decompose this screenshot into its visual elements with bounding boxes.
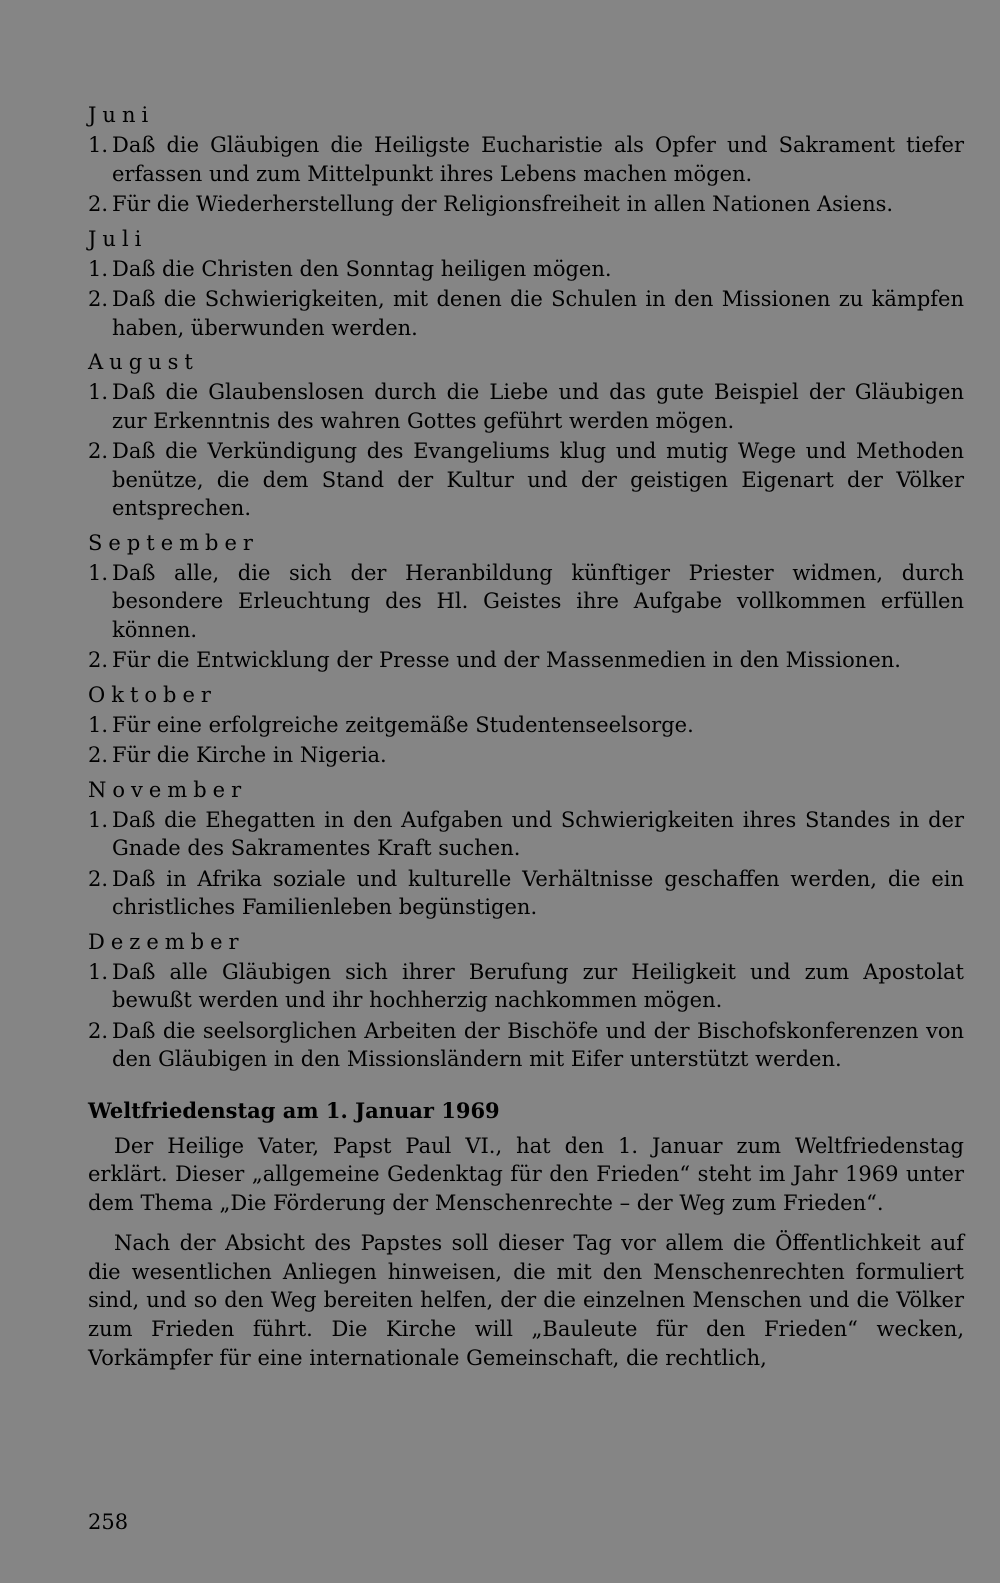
month-heading-august: August bbox=[88, 350, 199, 374]
body-paragraph: Nach der Absicht des Papstes soll dieser Tag vor allem die Öffentlichkeit auf die wesentlichen Anliegen hinweisen, die mit den Menschenrechten formuliert sind, und so den Weg bereiten helfen, der die einzelnen Menschen und die Völker zum Frieden führt. Die Kirche will „Bauleute für den Frieden“ wecken, Vorkämpfer für eine internationale Gemeinschaft, die rechtlich, bbox=[88, 1231, 964, 1370]
item-text: Daß die Glaubenslosen durch die Liebe und das gute Beispiel der Gläubigen zur Erkenntnis des wahren Gottes geführt werden mögen. bbox=[112, 380, 964, 433]
list-item bbox=[88, 255, 964, 284]
item-number: 1. bbox=[88, 560, 109, 585]
list-item bbox=[88, 285, 964, 342]
item-text: Daß die Ehegatten in den Aufgaben und Schwierigkeiten ihres Standes in der Gnade des Sakramentes Kraft suchen. bbox=[112, 807, 964, 860]
item-number: 2. bbox=[88, 287, 109, 311]
item-number: 2. bbox=[88, 743, 109, 767]
item-number: 2. bbox=[88, 648, 109, 672]
item-text: Daß die Gläubigen die Heiligste Eucharistie als Opfer und Sakrament tiefer erfassen und zum Mittelpunkt ihres Lebens machen mögen. bbox=[112, 133, 964, 186]
item-number: 1. bbox=[88, 380, 109, 404]
list-item bbox=[88, 741, 964, 770]
list-item bbox=[88, 711, 964, 740]
item-number: 1. bbox=[88, 133, 109, 157]
list-item bbox=[88, 865, 964, 922]
item-number: 1. bbox=[88, 807, 109, 832]
section-heading: Weltfriedenstag am 1. Januar 1969 bbox=[88, 1097, 500, 1123]
page-content bbox=[88, 100, 964, 1384]
body-paragraph: Der Heilige Vater, Papst Paul VI., hat den 1. Januar zum Weltfriedenstag erklärt. Dieser „allgemeine Gedenktag für den Frieden“ steht im Jahr 1969 unter dem Thema „Die Förderung der Menschenrechte – der Weg zum Frieden“. bbox=[88, 1133, 964, 1215]
list-item bbox=[88, 646, 964, 675]
list-item bbox=[88, 437, 964, 523]
month-heading-september: September bbox=[88, 530, 259, 555]
item-text: Daß alle, die sich der Heranbildung künftiger Priester widmen, durch besondere Erleuchtung des Hl. Geistes ihre Aufgabe vollkommen erfüllen können. bbox=[112, 560, 964, 642]
month-heading-oktober: Oktober bbox=[88, 682, 217, 707]
item-number: 1. bbox=[88, 256, 109, 281]
item-text: Daß die seelsorglichen Arbeiten der Bischöfe und der Bischofskonferenzen von den Gläubigen in den Missionsländern mit Eifer unterstützt werden. bbox=[112, 1018, 964, 1071]
list-item bbox=[88, 190, 964, 219]
month-heading-november: November bbox=[88, 777, 248, 802]
item-text: Daß die Verkündigung des Evangeliums klug und mutig Wege und Methoden benütze, die dem Stand der Kultur und der geistigen Eigenart der Völker entsprechen. bbox=[112, 439, 964, 520]
item-text: Für die Kirche in Nigeria. bbox=[112, 743, 387, 767]
list-item bbox=[88, 378, 964, 435]
month-heading-juli: Juli bbox=[88, 226, 148, 251]
item-number: 2. bbox=[88, 192, 109, 216]
item-text: Daß die Schwierigkeiten, mit denen die Schulen in den Missionen zu kämpfen haben, überwunden werden. bbox=[112, 287, 964, 340]
item-text: Für eine erfolgreiche zeitgemäße Studentenseelsorge. bbox=[112, 712, 694, 737]
item-number: 2. bbox=[88, 866, 109, 891]
item-number: 1. bbox=[88, 712, 109, 737]
list-item bbox=[88, 958, 964, 1015]
month-heading-dezember: Dezember bbox=[88, 929, 245, 954]
item-number: 1. bbox=[88, 959, 109, 984]
page-number: 258 bbox=[88, 1510, 129, 1534]
month-heading-juni: Juni bbox=[88, 103, 155, 127]
item-text: Daß in Afrika soziale und kulturelle Verhältnisse geschaffen werden, die ein christliches Familienleben begünstigen. bbox=[112, 866, 964, 919]
item-number: 2. bbox=[88, 1018, 109, 1043]
list-item bbox=[88, 1017, 964, 1074]
item-number: 2. bbox=[88, 439, 109, 463]
item-text: Daß alle Gläubigen sich ihrer Berufung zur Heiligkeit und zum Apostolat bewußt werden und ihr hochherzig nachkommen mögen. bbox=[112, 959, 964, 1012]
item-text: Für die Wiederherstellung der Religionsfreiheit in allen Nationen Asiens. bbox=[112, 192, 894, 216]
item-text: Daß die Christen den Sonntag heiligen mögen. bbox=[112, 256, 612, 281]
list-item bbox=[88, 131, 964, 188]
list-item bbox=[88, 559, 964, 645]
list-item bbox=[88, 806, 964, 863]
item-text: Für die Entwicklung der Presse und der Massenmedien in den Missionen. bbox=[112, 648, 901, 672]
